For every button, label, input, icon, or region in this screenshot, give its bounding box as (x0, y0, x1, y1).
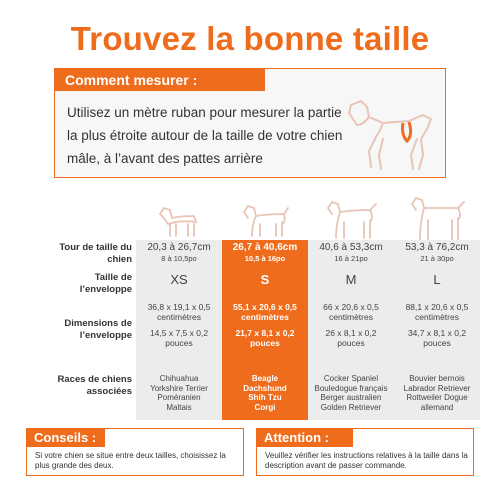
page-title: Trouvez la bonne taille (70, 20, 430, 57)
dog-m-icon (308, 196, 394, 240)
row-label-size: Taille de l’enveloppe (79, 272, 132, 295)
row-label-dims: Dimensions de l’enveloppe (64, 318, 132, 341)
breeds-l: Bouvier bernois Labrador Retriever Rottweiler Dogue allemand (403, 374, 471, 412)
attention-header: Attention : (257, 429, 353, 447)
dims-in-m: 26 x 8,1 x 0,2 pouces (325, 328, 377, 348)
dims-in-l: 34,7 x 8,1 x 0,2 pouces (407, 328, 467, 348)
girth-s: 26,7 à 40,6cm 10,5 à 16po (232, 242, 298, 263)
column-m (308, 240, 394, 420)
column-l (394, 240, 480, 420)
measure-box (54, 68, 446, 178)
dog-xs-icon (136, 196, 222, 240)
attention-box (256, 428, 474, 476)
dims-in-s: 21,7 x 8,1 x 0,2 pouces (235, 328, 295, 348)
dims-in-xs: 14,5 x 7,5 x 0,2 pouces (149, 328, 209, 348)
dims-cm-l: 88,1 x 20,6 x 0,5 centimètres (405, 302, 469, 322)
girth-m: 40,6 à 53,3cm 16 à 21po (319, 242, 383, 263)
breeds-xs: Chihuahua Yorkshire Terrier Poméranien Maltais (150, 374, 208, 412)
dims-cm-m: 66 x 20,6 x 0,5 centimètres (323, 302, 379, 322)
row-label-breeds: Races de chiens associées (57, 374, 132, 397)
breeds-m: Cocker Spaniel Bouledogue français Berger australien Golden Retriever (314, 374, 388, 412)
dog-l-icon (394, 196, 480, 240)
tips-box (26, 428, 244, 476)
dog-s-icon (222, 196, 308, 240)
attention-text: Veuillez vérifier les instructions relatives à la taille dans la description avant de passer commande. (265, 451, 468, 470)
dims-cm-s: 55,1 x 20,6 x 0,5 centimètres (233, 302, 297, 322)
size-s: S (260, 272, 270, 287)
size-m: M (345, 272, 357, 287)
tips-text: Si votre chien se situe entre deux tailles, choisissez la plus grande des deux. (35, 451, 226, 470)
column-xs (136, 240, 222, 420)
size-table (40, 196, 471, 416)
dog-measure-icon (339, 89, 443, 175)
breeds-s: Beagle Dachshund Shih Tzu Corgi (243, 374, 287, 412)
size-xs: XS (170, 272, 188, 287)
measure-header: Comment mesurer : (55, 69, 265, 91)
tips-header: Conseils : (27, 429, 105, 447)
girth-xs: 20,3 à 26,7cm 8 à 10,5po (147, 242, 211, 263)
size-l: L (433, 272, 441, 287)
row-label-girth: Tour de taille du chien (59, 242, 132, 265)
dims-cm-xs: 36,8 x 19,1 x 0,5 centimètres (147, 302, 211, 322)
column-s (222, 240, 308, 420)
girth-l: 53,3 à 76,2cm 21 à 30po (405, 242, 469, 263)
measure-text: Utilisez un mètre ruban pour mesurer la partie la plus étroite autour de la taille de votre chien mâle, à l’avant des pattes arrière (67, 105, 343, 166)
